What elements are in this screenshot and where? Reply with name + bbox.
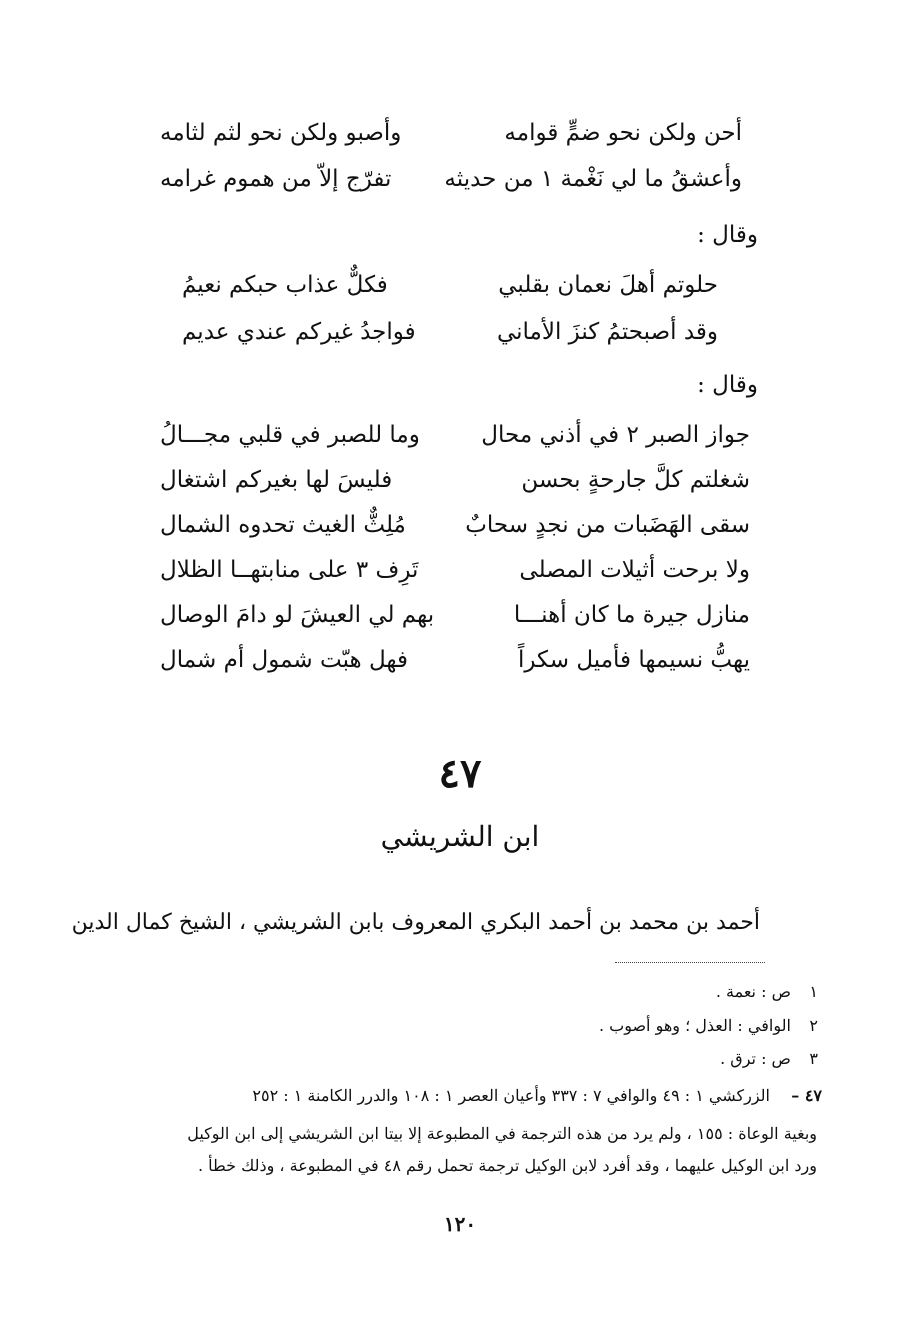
- hemistich-second: مُلِثٌّ الغيث تحدوه الشمال: [160, 512, 406, 538]
- footnote: [599, 1016, 818, 1035]
- hemistich-first: حلوتم أهلَ نعمان بقلبي: [498, 272, 718, 298]
- verse: [182, 274, 718, 304]
- verse: [160, 424, 750, 454]
- hemistich-first: سقى الهَضَبات من نجدٍ سحابٌ: [465, 512, 750, 538]
- source-note-line: ورد ابن الوكيل عليهما ، وقد أفرد لابن الوكيل ترجمة تحمل رقم ٤٨ في المطبوعة ، وذلك خطأ .: [197, 1156, 817, 1175]
- footnote-number: ٣: [809, 1049, 818, 1068]
- verse: [160, 649, 750, 679]
- hemistich-first: وقد أصبحتمُ كنزَ الأماني: [496, 319, 718, 345]
- poet-name: ابن الشريشي: [380, 820, 540, 853]
- verse: [182, 321, 718, 351]
- verse: [160, 514, 750, 544]
- hemistich-first: شغلتم كلَّ جارحةٍ بحسن: [521, 467, 750, 493]
- hemistich-second: فهل هبّت شمول أم شمال: [160, 647, 408, 673]
- verse: [160, 604, 750, 634]
- hemistich-first: وأعشقُ ما لي نَغْمة ١ من حديثه: [444, 166, 742, 192]
- verse: [160, 559, 750, 589]
- hemistich-first: منازل جيرة ما كان أهنـــا: [513, 602, 750, 628]
- qala-heading: وقال :: [697, 222, 758, 248]
- footnote-text: ص : ترق .: [720, 1049, 791, 1068]
- verse: [160, 469, 750, 499]
- source-note-number: ٤٧ –: [791, 1086, 822, 1105]
- hemistich-second: تَرِف ٣ على منابتهــا الظلال: [160, 557, 419, 583]
- footnote-text: الوافي : العذل ؛ وهو أصوب .: [598, 1016, 791, 1035]
- hemistich-second: وأصبو ولكن نحو لثم لثامه: [160, 120, 402, 146]
- qala-heading: وقال :: [697, 372, 758, 398]
- source-note-line: الزركشي ١ : ٤٩ والوافي ٧ : ٣٣٧ وأعيان العصر ١ : ١٠٨ والدرر الكامنة ١ : ٢٥٢: [252, 1086, 770, 1105]
- footnote-number: ١: [809, 982, 818, 1001]
- verse: [160, 122, 742, 152]
- entry-number: ٤٧: [438, 750, 482, 797]
- footnote-number: ٢: [809, 1016, 818, 1035]
- source-note-line: وبغية الوعاة : ١٥٥ ، ولم يرد من هذه الترجمة في المطبوعة إلا بيتا ابن الشريشي إلى ابن الوكيل: [187, 1124, 817, 1143]
- hemistich-second: تفرّج إلاّ من هموم غرامه: [160, 166, 392, 192]
- hemistich-second: فليسَ لها بغيركم اشتغال: [160, 467, 393, 493]
- footnote-separator: [615, 962, 765, 963]
- verse: [160, 168, 742, 198]
- footnote: [720, 1049, 818, 1068]
- page-number: ١٢٠: [443, 1212, 477, 1236]
- hemistich-second: بهم لي العيشَ لو دامَ الوصال: [160, 602, 435, 628]
- hemistich-first: يهبُّ نسيمها فأميل سكراً: [517, 647, 750, 673]
- hemistich-second: فواجدُ غيركم عندي عديم: [182, 319, 416, 345]
- biography-line: أحمد بن محمد بن أحمد البكري المعروف بابن الشريشي ، الشيخ كمال الدين: [71, 910, 760, 935]
- hemistich-first: أحن ولكن نحو ضمٍّ قوامه: [504, 120, 742, 146]
- footnote-text: ص : نعمة .: [715, 982, 791, 1001]
- hemistich-first: جواز الصبر ٢ في أذني محال: [481, 422, 750, 448]
- footnote: [716, 982, 818, 1001]
- hemistich-first: ولا برحت أثيلات المصلى: [519, 557, 750, 583]
- hemistich-second: وما للصبر في قلبي مجـــالُ: [160, 422, 420, 448]
- hemistich-second: فكلٌّ عذاب حبكم نعيمُ: [182, 272, 388, 298]
